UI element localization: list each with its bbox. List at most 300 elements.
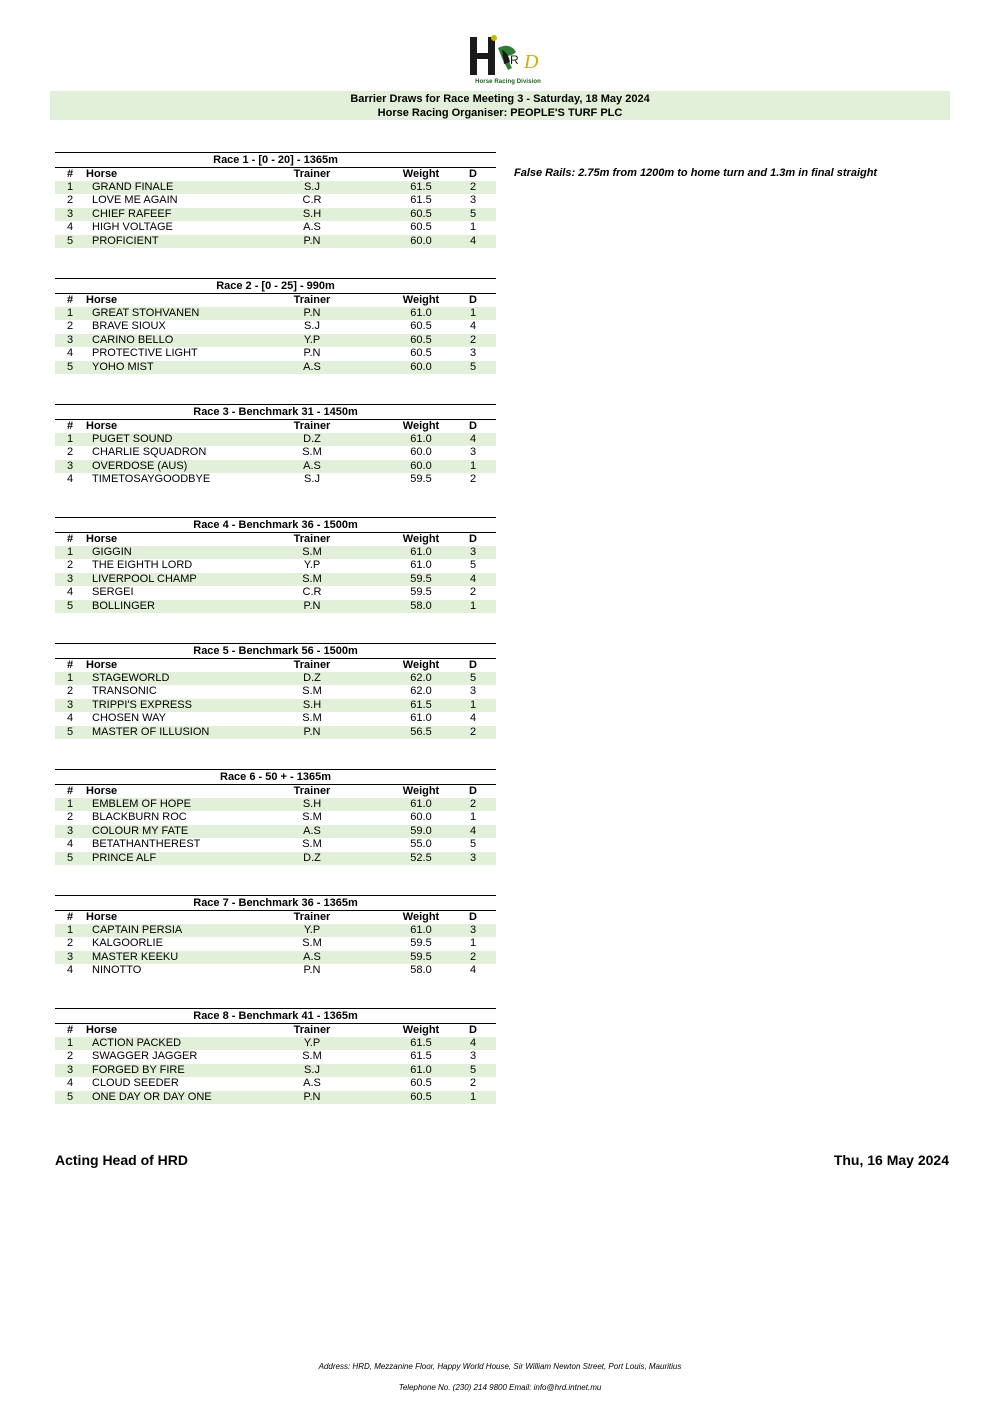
- cell-draw: 2: [469, 333, 477, 346]
- column-header-trainer: Trainer: [293, 1023, 331, 1036]
- cell-trainer: P.N: [303, 306, 321, 319]
- column-header-weight: Weight: [402, 658, 440, 671]
- cell-draw: 4: [469, 964, 477, 977]
- table-row: [55, 699, 496, 712]
- column-header-trainer: Trainer: [293, 419, 331, 432]
- cell-trainer: Y.P: [303, 1036, 321, 1049]
- column-header-horse: Horse: [86, 293, 118, 306]
- cell-draw: 3: [469, 194, 477, 207]
- table-row: [55, 446, 496, 459]
- cell-weight: 59.5: [410, 586, 432, 599]
- cell-number: 3: [67, 950, 74, 963]
- cell-number: 3: [67, 698, 74, 711]
- cell-weight: 60.5: [410, 1077, 432, 1090]
- cell-horse: THE EIGHTH LORD: [92, 559, 193, 572]
- cell-weight: 62.0: [410, 685, 432, 698]
- column-header-trainer: Trainer: [293, 293, 331, 306]
- cell-draw: 3: [469, 545, 477, 558]
- cell-weight: 58.0: [410, 964, 432, 977]
- race-table: [55, 517, 496, 613]
- cell-weight: 61.5: [410, 194, 432, 207]
- cell-horse: OVERDOSE (AUS): [92, 459, 188, 472]
- cell-trainer: S.J: [304, 180, 320, 193]
- cell-number: 4: [67, 473, 74, 486]
- cell-horse: STAGEWORLD: [92, 671, 170, 684]
- table-row: [55, 798, 496, 811]
- table-row: [55, 1037, 496, 1050]
- column-header-weight: Weight: [402, 784, 440, 797]
- cell-number: 3: [67, 572, 74, 585]
- cell-draw: 4: [469, 320, 477, 333]
- column-header-draw: D: [469, 167, 477, 180]
- column-header-number: #: [67, 167, 74, 180]
- cell-weight: 59.0: [410, 824, 432, 837]
- cell-weight: 61.5: [410, 180, 432, 193]
- race-table: [55, 895, 496, 978]
- cell-weight: 59.5: [410, 572, 432, 585]
- cell-weight: 61.5: [410, 1036, 432, 1049]
- cell-weight: 61.0: [410, 1063, 432, 1076]
- table-header-row: [55, 420, 496, 433]
- cell-draw: 1: [469, 459, 477, 472]
- cell-weight: 61.0: [410, 545, 432, 558]
- cell-weight: 61.0: [410, 797, 432, 810]
- cell-trainer: S.M: [302, 1050, 322, 1063]
- cell-horse: ONE DAY OR DAY ONE: [92, 1090, 212, 1103]
- cell-trainer: S.J: [304, 1063, 320, 1076]
- cell-number: 4: [67, 221, 74, 234]
- cell-weight: 60.0: [410, 446, 432, 459]
- race-table: [55, 152, 496, 248]
- cell-number: 1: [67, 545, 74, 558]
- cell-trainer: C.R: [302, 194, 322, 207]
- cell-trainer: A.S: [303, 824, 321, 837]
- cell-horse: LIVERPOOL CHAMP: [92, 572, 197, 585]
- cell-draw: 5: [469, 838, 477, 851]
- cell-horse: TRIPPI'S EXPRESS: [92, 698, 192, 711]
- cell-draw: 3: [469, 851, 477, 864]
- cell-draw: 4: [469, 712, 477, 725]
- table-row: [55, 473, 496, 486]
- cell-horse: YOHO MIST: [92, 360, 154, 373]
- table-row: [55, 937, 496, 950]
- cell-draw: 5: [469, 671, 477, 684]
- cell-weight: 60.5: [410, 207, 432, 220]
- cell-draw: 1: [469, 306, 477, 319]
- signature-date: Thu, 16 May 2024: [833, 1152, 949, 1168]
- column-header-trainer: Trainer: [293, 167, 331, 180]
- column-header-number: #: [67, 658, 74, 671]
- table-row: [55, 1091, 496, 1104]
- cell-draw: 2: [469, 1077, 477, 1090]
- cell-weight: 60.5: [410, 320, 432, 333]
- cell-horse: PROTECTIVE LIGHT: [92, 347, 198, 360]
- cell-trainer: Y.P: [303, 923, 321, 936]
- cell-trainer: S.M: [302, 572, 322, 585]
- cell-horse: NINOTTO: [92, 964, 142, 977]
- table-row: [55, 712, 496, 725]
- cell-weight: 59.5: [410, 473, 432, 486]
- cell-number: 2: [67, 811, 74, 824]
- cell-weight: 60.5: [410, 221, 432, 234]
- cell-number: 4: [67, 838, 74, 851]
- column-header-horse: Horse: [86, 419, 118, 432]
- cell-trainer: A.S: [303, 221, 321, 234]
- race-table: [55, 1008, 496, 1104]
- column-header-draw: D: [469, 784, 477, 797]
- cell-trainer: P.N: [303, 347, 321, 360]
- cell-weight: 60.5: [410, 1090, 432, 1103]
- cell-trainer: A.S: [303, 950, 321, 963]
- footer-contact: Telephone No. (230) 214 9800 Email: info@hrd.intnet.mu: [398, 1383, 602, 1392]
- cell-horse: BLACKBURN ROC: [92, 811, 187, 824]
- table-row: [55, 685, 496, 698]
- cell-trainer: Y.P: [303, 559, 321, 572]
- cell-weight: 61.0: [410, 923, 432, 936]
- table-row: [55, 221, 496, 234]
- cell-horse: PROFICIENT: [92, 234, 159, 247]
- cell-draw: 5: [469, 559, 477, 572]
- cell-number: 5: [67, 851, 74, 864]
- table-row: [55, 838, 496, 851]
- cell-number: 4: [67, 712, 74, 725]
- cell-draw: 1: [469, 937, 477, 950]
- cell-draw: 4: [469, 1036, 477, 1049]
- cell-number: 2: [67, 1050, 74, 1063]
- race-table: [55, 769, 496, 865]
- cell-weight: 60.0: [410, 811, 432, 824]
- cell-draw: 1: [469, 698, 477, 711]
- table-row: [55, 194, 496, 207]
- cell-trainer: S.M: [302, 838, 322, 851]
- column-header-trainer: Trainer: [293, 910, 331, 923]
- cell-draw: 4: [469, 824, 477, 837]
- cell-draw: 3: [469, 446, 477, 459]
- cell-draw: 1: [469, 599, 477, 612]
- table-row: [55, 208, 496, 221]
- cell-number: 2: [67, 446, 74, 459]
- cell-weight: 61.5: [410, 1050, 432, 1063]
- table-header-row: [55, 294, 496, 307]
- column-header-number: #: [67, 910, 74, 923]
- cell-number: 4: [67, 347, 74, 360]
- cell-horse: CAPTAIN PERSIA: [92, 923, 183, 936]
- cell-horse: COLOUR MY FATE: [92, 824, 189, 837]
- cell-trainer: S.M: [302, 545, 322, 558]
- column-header-horse: Horse: [86, 658, 118, 671]
- cell-number: 2: [67, 194, 74, 207]
- logo-caption: Horse Racing Division: [475, 79, 541, 85]
- cell-number: 3: [67, 333, 74, 346]
- cell-number: 3: [67, 1063, 74, 1076]
- table-row: [55, 460, 496, 473]
- table-header-row: [55, 533, 496, 546]
- cell-trainer: D.Z: [303, 851, 321, 864]
- race-title: Race 4 - Benchmark 36 - 1500m: [55, 517, 496, 533]
- cell-number: 3: [67, 824, 74, 837]
- cell-number: 1: [67, 432, 74, 445]
- column-header-trainer: Trainer: [293, 658, 331, 671]
- table-header-row: [55, 911, 496, 924]
- table-header-row: [55, 1024, 496, 1037]
- table-row: [55, 361, 496, 374]
- table-row: [55, 181, 496, 194]
- cell-trainer: S.M: [302, 685, 322, 698]
- table-row: [55, 811, 496, 824]
- cell-trainer: S.H: [302, 207, 322, 220]
- cell-number: 3: [67, 207, 74, 220]
- signatory-title: Acting Head of HRD: [55, 1152, 188, 1168]
- cell-number: 5: [67, 360, 74, 373]
- cell-draw: 4: [469, 432, 477, 445]
- cell-draw: 5: [469, 207, 477, 220]
- cell-number: 2: [67, 559, 74, 572]
- cell-horse: TIMETOSAYGOODBYE: [92, 473, 211, 486]
- document-title: Barrier Draws for Race Meeting 3 - Saturday, 18 May 2024: [350, 93, 650, 105]
- race-title: Race 7 - Benchmark 36 - 1365m: [55, 895, 496, 911]
- cell-weight: 61.0: [410, 712, 432, 725]
- column-header-draw: D: [469, 293, 477, 306]
- column-header-number: #: [67, 532, 74, 545]
- cell-number: 3: [67, 459, 74, 472]
- cell-horse: BOLLINGER: [92, 599, 155, 612]
- column-header-weight: Weight: [402, 419, 440, 432]
- race-title: Race 5 - Benchmark 56 - 1500m: [55, 643, 496, 659]
- cell-number: 5: [67, 599, 74, 612]
- cell-draw: 1: [469, 221, 477, 234]
- cell-weight: 58.0: [410, 599, 432, 612]
- column-header-horse: Horse: [86, 167, 118, 180]
- cell-horse: CHIEF RAFEEF: [92, 207, 172, 220]
- document-subtitle: Horse Racing Organiser: PEOPLE'S TURF PLC: [377, 107, 623, 119]
- cell-horse: GIGGIN: [92, 545, 132, 558]
- cell-weight: 61.0: [410, 306, 432, 319]
- table-row: [55, 546, 496, 559]
- table-header-row: [55, 659, 496, 672]
- table-row: [55, 559, 496, 572]
- cell-horse: TRANSONIC: [92, 685, 157, 698]
- table-row: [55, 852, 496, 865]
- column-header-weight: Weight: [402, 910, 440, 923]
- cell-number: 4: [67, 586, 74, 599]
- cell-draw: 2: [469, 180, 477, 193]
- cell-horse: KALGOORLIE: [92, 937, 163, 950]
- table-row: [55, 320, 496, 333]
- cell-horse: GREAT STOHVANEN: [92, 306, 200, 319]
- cell-horse: SERGEI: [92, 586, 134, 599]
- race-title: Race 2 - [0 - 25] - 990m: [55, 278, 496, 294]
- column-header-draw: D: [469, 1023, 477, 1036]
- cell-number: 5: [67, 234, 74, 247]
- cell-horse: MASTER OF ILLUSION: [92, 725, 210, 738]
- cell-number: 1: [67, 180, 74, 193]
- race-title: Race 6 - 50 + - 1365m: [55, 769, 496, 785]
- race-table: [55, 404, 496, 487]
- cell-trainer: P.N: [303, 1090, 321, 1103]
- cell-number: 2: [67, 685, 74, 698]
- column-header-horse: Horse: [86, 1023, 118, 1036]
- cell-weight: 60.0: [410, 360, 432, 373]
- column-header-number: #: [67, 293, 74, 306]
- cell-horse: CLOUD SEEDER: [92, 1077, 179, 1090]
- cell-number: 1: [67, 671, 74, 684]
- cell-trainer: C.R: [302, 586, 322, 599]
- cell-trainer: S.M: [302, 712, 322, 725]
- table-row: [55, 825, 496, 838]
- cell-draw: 3: [469, 1050, 477, 1063]
- column-header-draw: D: [469, 532, 477, 545]
- cell-horse: CARINO BELLO: [92, 333, 174, 346]
- column-header-weight: Weight: [402, 532, 440, 545]
- cell-horse: HIGH VOLTAGE: [92, 221, 173, 234]
- cell-trainer: P.N: [303, 599, 321, 612]
- cell-horse: BRAVE SIOUX: [92, 320, 166, 333]
- column-header-number: #: [67, 419, 74, 432]
- column-header-horse: Horse: [86, 784, 118, 797]
- false-rails-note: False Rails: 2.75m from 1200m to home turn and 1.3m in final straight: [514, 167, 878, 179]
- table-row: [55, 1064, 496, 1077]
- table-row: [55, 726, 496, 739]
- cell-horse: LOVE ME AGAIN: [92, 194, 178, 207]
- cell-trainer: S.H: [302, 698, 322, 711]
- cell-horse: PUGET SOUND: [92, 432, 173, 445]
- table-row: [55, 235, 496, 248]
- cell-weight: 60.0: [410, 234, 432, 247]
- cell-draw: 3: [469, 685, 477, 698]
- column-header-horse: Horse: [86, 532, 118, 545]
- table-row: [55, 1077, 496, 1090]
- cell-draw: 4: [469, 234, 477, 247]
- table-row: [55, 951, 496, 964]
- cell-draw: 5: [469, 1063, 477, 1076]
- column-header-draw: D: [469, 910, 477, 923]
- table-row: [55, 964, 496, 977]
- table-row: [55, 672, 496, 685]
- cell-draw: 3: [469, 923, 477, 936]
- column-header-trainer: Trainer: [293, 532, 331, 545]
- cell-horse: CHOSEN WAY: [92, 712, 166, 725]
- table-row: [55, 433, 496, 446]
- svg-text:R: R: [510, 53, 519, 67]
- cell-horse: GRAND FINALE: [92, 180, 174, 193]
- cell-number: 4: [67, 1077, 74, 1090]
- column-header-weight: Weight: [402, 293, 440, 306]
- column-header-draw: D: [469, 658, 477, 671]
- cell-trainer: S.J: [304, 320, 320, 333]
- cell-horse: MASTER KEEKU: [92, 950, 179, 963]
- cell-weight: 61.0: [410, 432, 432, 445]
- table-row: [55, 347, 496, 360]
- cell-weight: 59.5: [410, 937, 432, 950]
- column-header-number: #: [67, 1023, 74, 1036]
- cell-horse: ACTION PACKED: [92, 1036, 182, 1049]
- cell-weight: 60.0: [410, 459, 432, 472]
- cell-draw: 2: [469, 586, 477, 599]
- table-row: [55, 307, 496, 320]
- svg-text:D: D: [524, 51, 539, 73]
- cell-weight: 52.5: [410, 851, 432, 864]
- cell-horse: FORGED BY FIRE: [92, 1063, 185, 1076]
- column-header-number: #: [67, 784, 74, 797]
- table-header-row: [55, 785, 496, 798]
- column-header-horse: Horse: [86, 910, 118, 923]
- cell-trainer: Y.P: [303, 333, 321, 346]
- cell-trainer: S.M: [302, 446, 322, 459]
- document-header: [50, 91, 950, 120]
- cell-weight: 61.0: [410, 559, 432, 572]
- cell-horse: SWAGGER JAGGER: [92, 1050, 198, 1063]
- cell-number: 5: [67, 1090, 74, 1103]
- cell-trainer: D.Z: [303, 432, 321, 445]
- cell-draw: 5: [469, 360, 477, 373]
- cell-trainer: A.S: [303, 1077, 321, 1090]
- cell-trainer: A.S: [303, 459, 321, 472]
- cell-horse: CHARLIE SQUADRON: [92, 446, 207, 459]
- cell-weight: 55.0: [410, 838, 432, 851]
- column-header-weight: Weight: [402, 167, 440, 180]
- cell-number: 5: [67, 725, 74, 738]
- table-row: [55, 586, 496, 599]
- cell-number: 4: [67, 964, 74, 977]
- table-header-row: [55, 168, 496, 181]
- cell-trainer: P.N: [303, 234, 321, 247]
- cell-horse: BETATHANTHEREST: [92, 838, 201, 851]
- cell-weight: 62.0: [410, 671, 432, 684]
- cell-weight: 56.5: [410, 725, 432, 738]
- cell-draw: 3: [469, 347, 477, 360]
- cell-number: 1: [67, 923, 74, 936]
- cell-draw: 1: [469, 811, 477, 824]
- cell-trainer: D.Z: [303, 671, 321, 684]
- race-title: Race 8 - Benchmark 41 - 1365m: [55, 1008, 496, 1024]
- race-title: Race 1 - [0 - 20] - 1365m: [55, 152, 496, 168]
- cell-number: 2: [67, 320, 74, 333]
- race-title: Race 3 - Benchmark 31 - 1450m: [55, 404, 496, 420]
- cell-weight: 60.5: [410, 347, 432, 360]
- cell-trainer: P.N: [303, 964, 321, 977]
- column-header-draw: D: [469, 419, 477, 432]
- cell-draw: 2: [469, 797, 477, 810]
- cell-trainer: P.N: [303, 725, 321, 738]
- cell-trainer: S.M: [302, 937, 322, 950]
- cell-weight: 61.5: [410, 698, 432, 711]
- cell-weight: 59.5: [410, 950, 432, 963]
- cell-trainer: S.J: [304, 473, 320, 486]
- table-row: [55, 924, 496, 937]
- cell-number: 1: [67, 797, 74, 810]
- cell-number: 1: [67, 306, 74, 319]
- cell-trainer: S.H: [302, 797, 322, 810]
- cell-trainer: A.S: [303, 360, 321, 373]
- table-row: [55, 573, 496, 586]
- table-row: [55, 1050, 496, 1063]
- cell-trainer: S.M: [302, 811, 322, 824]
- race-table: [55, 643, 496, 739]
- table-row: [55, 600, 496, 613]
- cell-draw: 2: [469, 725, 477, 738]
- cell-number: 2: [67, 937, 74, 950]
- cell-draw: 2: [469, 473, 477, 486]
- table-row: [55, 334, 496, 347]
- cell-draw: 2: [469, 950, 477, 963]
- footer-address: Address: HRD, Mezzanine Floor, Happy World House, Sir William Newton Street, Port Louis, Mauritius: [318, 1362, 682, 1371]
- race-table: [55, 278, 496, 374]
- cell-draw: 4: [469, 572, 477, 585]
- cell-horse: PRINCE ALF: [92, 851, 157, 864]
- cell-number: 1: [67, 1036, 74, 1049]
- cell-horse: EMBLEM OF HOPE: [92, 797, 192, 810]
- cell-weight: 60.5: [410, 333, 432, 346]
